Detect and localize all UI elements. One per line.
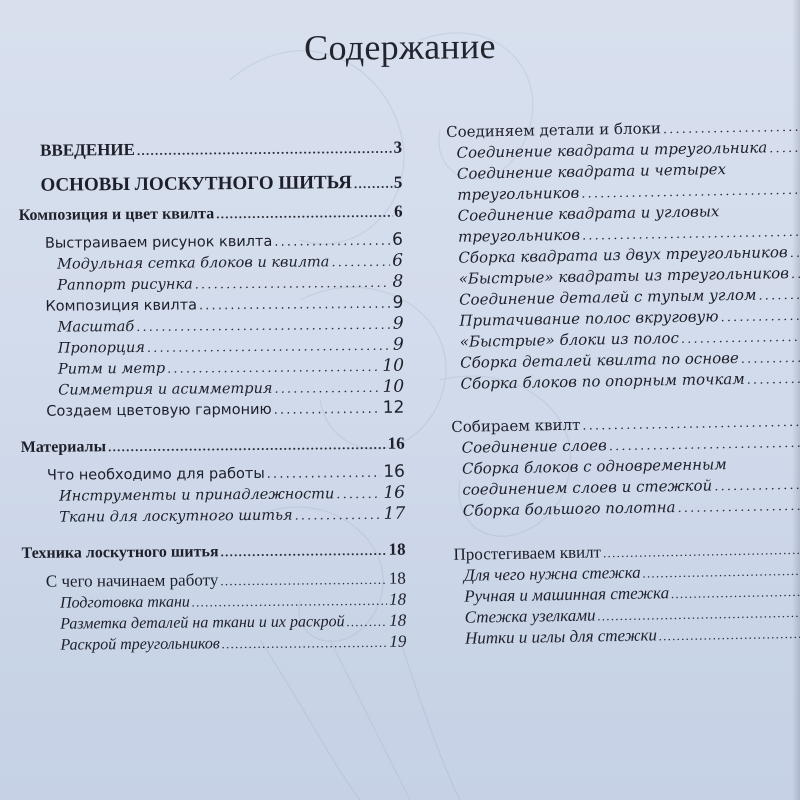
toc-entry[interactable] (22, 568, 406, 592)
toc-entry[interactable] (22, 539, 406, 563)
toc-entry[interactable] (19, 251, 403, 275)
toc-dot-leader (274, 378, 380, 400)
toc-dot-leader (167, 357, 380, 380)
toc-page-number: 17 (383, 503, 406, 524)
toc-page-number: 3 (393, 137, 403, 157)
toc-page-number: 6 (391, 229, 403, 250)
toc-entry[interactable] (21, 462, 405, 486)
toc-page-number: 5 (393, 172, 403, 192)
toc-entry-label: Сборка деталей квилта по основе (460, 348, 739, 372)
toc-entry[interactable] (21, 483, 405, 507)
toc-right-column (446, 115, 800, 649)
toc-entry-label: Соединение слоев (461, 436, 607, 457)
toc-dot-leader (137, 138, 392, 161)
toc-entry[interactable] (20, 398, 404, 422)
toc-entry-label: Соединение квадрата и треугольника (456, 138, 768, 162)
toc-entry[interactable] (18, 172, 402, 196)
toc-entry-label: «Быстрые» блоки из полос (459, 328, 680, 351)
toc-entry[interactable] (20, 335, 404, 359)
toc-dot-leader (663, 117, 800, 140)
toc-dot-leader (659, 622, 800, 646)
toc-page-number: 18 (388, 589, 407, 609)
toc-entry-label: Сборка квадрата из двух треугольников (458, 243, 788, 267)
toc-entry[interactable] (22, 631, 406, 655)
toc-entry-label: Сборка большого полотна (462, 498, 676, 520)
toc-entry-label: Масштаб (57, 318, 135, 336)
toc-dot-leader (609, 432, 800, 457)
toc-page-number: 16 (387, 433, 405, 453)
toc-page-number: 6 (394, 201, 403, 221)
toc-dot-leader (192, 590, 387, 613)
toc-entry-label: ВВЕДЕНИЕ (40, 139, 136, 160)
toc-entry-label: треугольников (457, 225, 581, 246)
toc-entry-label: Пропорция (57, 339, 145, 357)
toc-entry-label: Ткани для лоскутного шитья (59, 507, 293, 526)
toc-entry-label: Симметрия и асимметрия (58, 380, 273, 399)
toc-page-number: 16 (383, 461, 405, 482)
toc-entry-label: Притачивание полос вкруговую (459, 307, 719, 330)
toc-entry[interactable] (19, 230, 403, 254)
toc-dot-leader (720, 305, 800, 328)
toc-entry-label: Соединение деталей с тупым углом (458, 285, 757, 309)
toc-entry-label: Материалы (20, 438, 107, 456)
toc-dot-leader (331, 252, 390, 274)
toc-dot-leader (274, 231, 390, 253)
toc-dot-leader (677, 495, 800, 519)
toc-entry-label: Простегиваем квилт (453, 542, 602, 564)
page-edge-shadow (792, 0, 800, 800)
toc-dot-leader (220, 540, 386, 562)
toc-page-number: 18 (388, 568, 406, 588)
toc-page-number: 18 (388, 539, 406, 559)
toc-dot-leader (136, 315, 391, 338)
toc-entry-label: треугольников (457, 183, 580, 204)
toc-left-column (18, 137, 406, 655)
toc-dot-leader (222, 632, 388, 654)
toc-entry-label: Создаем цветовую гармонию (46, 401, 272, 420)
toc-page-number: 18 (389, 610, 407, 630)
toc-dot-leader (199, 294, 391, 317)
toc-entry-label: Для чего нужна стежка (463, 562, 641, 585)
toc-entry[interactable] (18, 137, 402, 161)
toc-page-number: 12 (382, 397, 405, 418)
toc-entry[interactable] (20, 356, 404, 380)
toc-entry-label: соединением слоев и стежкой (462, 476, 713, 499)
toc-dot-leader (681, 326, 800, 350)
toc-dot-leader (714, 474, 800, 497)
toc-entry-label: Ритм и метр (57, 360, 166, 378)
toc-page-number: 10 (382, 376, 405, 397)
toc-dot-leader (147, 336, 391, 359)
toc-entry-label: Нитки и иглы для стежки (464, 625, 658, 648)
toc-page-number: 9 (392, 334, 404, 355)
toc-entry-label: Собираем квилт (451, 415, 581, 436)
toc-dot-leader (642, 559, 800, 583)
toc-entry[interactable] (21, 504, 405, 528)
toc-page-number: 10 (382, 355, 405, 376)
toc-entry[interactable] (19, 272, 403, 296)
toc-dot-leader (336, 484, 381, 505)
toc-entry-label: Раппорт рисунка (57, 276, 193, 294)
toc-page-number: 9 (392, 313, 404, 334)
toc-entry-label: Модульная сетка блоков и квилта (57, 254, 330, 273)
toc-dot-leader (220, 569, 387, 591)
toc-entry-label: Подготовка ткани (59, 593, 190, 612)
page-title: Содержание (303, 26, 497, 69)
toc-entry-label: Что необходимо для работы (46, 465, 265, 484)
toc-dot-leader (108, 434, 386, 457)
toc-dot-leader (294, 505, 381, 527)
toc-entry[interactable] (19, 201, 403, 225)
toc-entry[interactable] (19, 293, 403, 317)
toc-entry-label: Соединяем детали и блоки (446, 119, 662, 141)
toc-entry-label: Соединение квадрата и четырех (456, 160, 727, 183)
toc-entry[interactable] (20, 377, 404, 401)
toc-entry[interactable] (22, 610, 406, 634)
toc-entry-label: Инструменты и принадлежности (59, 486, 335, 505)
toc-dot-leader (346, 611, 387, 632)
toc-entry-label: Сборка блоков с одновременным (461, 455, 727, 478)
toc-entry[interactable] (20, 314, 404, 338)
toc-page-number: 6 (392, 250, 404, 271)
toc-entry-label: Сборка блоков по опорным точкам (460, 369, 745, 393)
toc-dot-leader (354, 173, 392, 194)
toc-entry-label: Соединение квадрата и угловых (457, 202, 720, 225)
toc-page-number: 19 (389, 631, 407, 651)
toc-entry-label: ОСНОВЫ ЛОСКУТНОГО ШИТЬЯ (40, 172, 353, 196)
toc-dot-leader (216, 202, 392, 225)
toc-page-number: 8 (392, 271, 404, 292)
toc-entry-label: Раскрой треугольников (60, 635, 220, 654)
toc-entry-label: Выстраиваем рисунок квилта (44, 233, 273, 252)
toc-entry-label: Стежка узелками (464, 605, 596, 627)
toc-dot-leader (274, 399, 381, 421)
toc-entry-label: С чего начинаем работу (45, 570, 219, 591)
toc-entry-label: Композиция и цвет квилта (18, 205, 215, 224)
toc-dot-leader (195, 273, 391, 296)
toc-entry-label: Разметка деталей на ткани и их раскрой (60, 613, 345, 633)
toc-page-number: 9 (392, 292, 404, 313)
toc-entry[interactable] (22, 589, 406, 613)
toc-dot-leader (267, 463, 382, 485)
toc-entry-label: «Быстрые» квадраты из треугольников (458, 264, 790, 288)
toc-entry-label: Композиция квилта (45, 297, 198, 315)
toc-entry-label: Ручная и машинная стежка (464, 583, 670, 606)
toc-page-number: 16 (383, 482, 406, 503)
toc-entry[interactable] (21, 433, 405, 457)
toc-entry-label: Техника лоскутного шитья (21, 543, 219, 562)
toc-dot-leader (671, 580, 800, 604)
